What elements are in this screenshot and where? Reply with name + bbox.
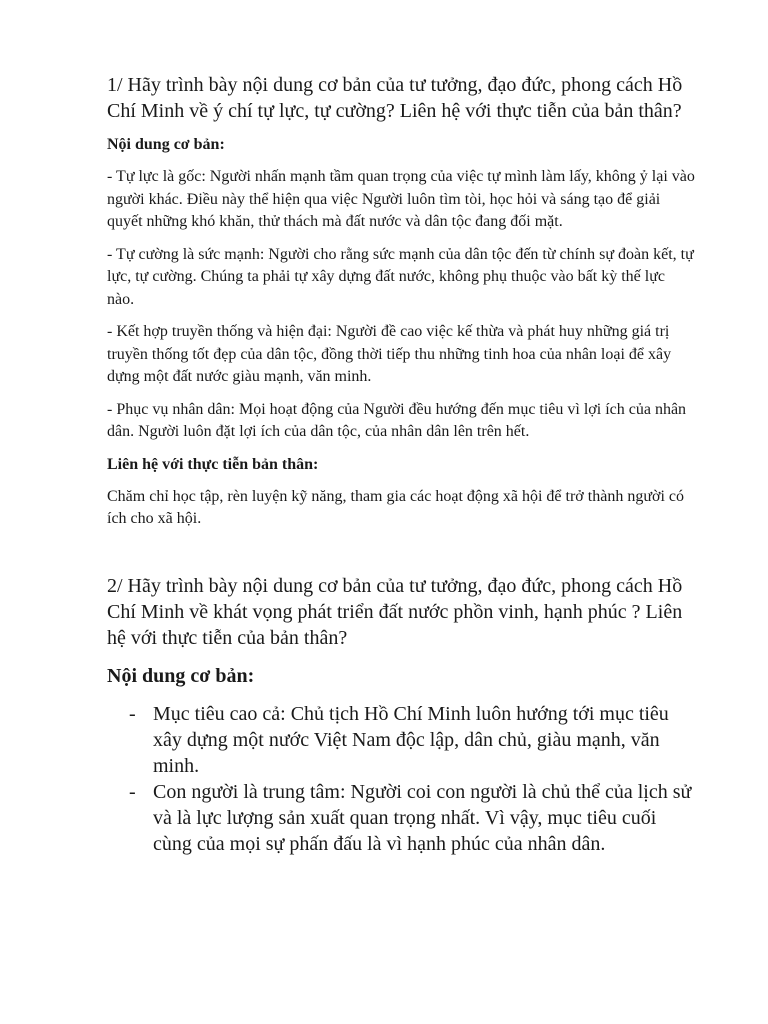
bullet-marker: - [129, 780, 136, 803]
question-1-practice-heading: Liên hệ với thực tiễn bản thân: [107, 455, 319, 473]
section-spacer [107, 531, 696, 573]
question-2-title: 2/ Hãy trình bày nội dung cơ bản của tư tưởng, đạo đức, phong cách Hồ Chí Minh về khát vọng phát triển đất nước phồn vinh, hạnh phúc ? Liên hệ với thực tiễn của bản thân? [107, 574, 683, 649]
bullet-text: Mục tiêu cao cả: Chủ tịch Hồ Chí Minh luôn hướng tới mục tiêu xây dựng một nước Việt Nam độc lập, dân chủ, giàu mạnh, văn minh. [153, 702, 669, 777]
question-1-practice-text: Chăm chỉ học tập, rèn luyện kỹ năng, tham gia các hoạt động xã hội để trở thành người có ích cho xã hội. [107, 487, 684, 527]
bullet-text: Con người là trung tâm: Người coi con người là chủ thể của lịch sử và là lực lượng sản xuất quan trọng nhất. Vì vậy, mục tiêu cuối cùng của mọi sự phấn đấu là vì hạnh phúc của nhân dân. [153, 780, 692, 855]
question-1-title: 1/ Hãy trình bày nội dung cơ bản của tư tưởng, đạo đức, phong cách Hồ Chí Minh về ý chí tự lực, tự cường? Liên hệ với thực tiễn của bản thân? [107, 74, 683, 122]
bullet-marker: - [129, 702, 136, 725]
question-1-content-heading: Nội dung cơ bản: [107, 136, 225, 153]
question-1-paragraph: - Kết hợp truyền thống và hiện đại: Người đề cao việc kế thừa và phát huy những giá trị truyền thống tốt đẹp của dân tộc, đồng thời tiếp thu những tinh hoa của nhân loại để xây dựng một đất nước giàu mạnh, văn minh. [107, 323, 672, 385]
question-1-paragraph: - Phục vụ nhân dân: Mọi hoạt động của Người đều hướng đến mục tiêu vì lợi ích của nhân dân. Người luôn đặt lợi ích của dân tộc, của nhân dân lên trên hết. [107, 400, 687, 440]
question-1-paragraph: - Tự cường là sức mạnh: Người cho rằng sức mạnh của dân tộc đến từ chính sự đoàn kết, tự lực, tự cường. Chúng ta phải tự xây dựng đất nước, không phụ thuộc vào bất kỳ thế lực nào. [107, 245, 694, 308]
list-item [107, 779, 696, 857]
question-2-bullet-list [107, 701, 696, 857]
question-2-content-heading: Nội dung cơ bản: [107, 664, 255, 687]
list-item [107, 701, 696, 779]
question-1-paragraph: - Tự lực là gốc: Người nhấn mạnh tầm quan trọng của việc tự mình làm lấy, không ỷ lại vào người khác. Điều này thể hiện qua việc Người luôn tìm tòi, học hỏi và sáng tạo để giải quyết những khó khăn, thử thách mà đất nước và dân tộc đang đối mặt. [107, 168, 695, 230]
